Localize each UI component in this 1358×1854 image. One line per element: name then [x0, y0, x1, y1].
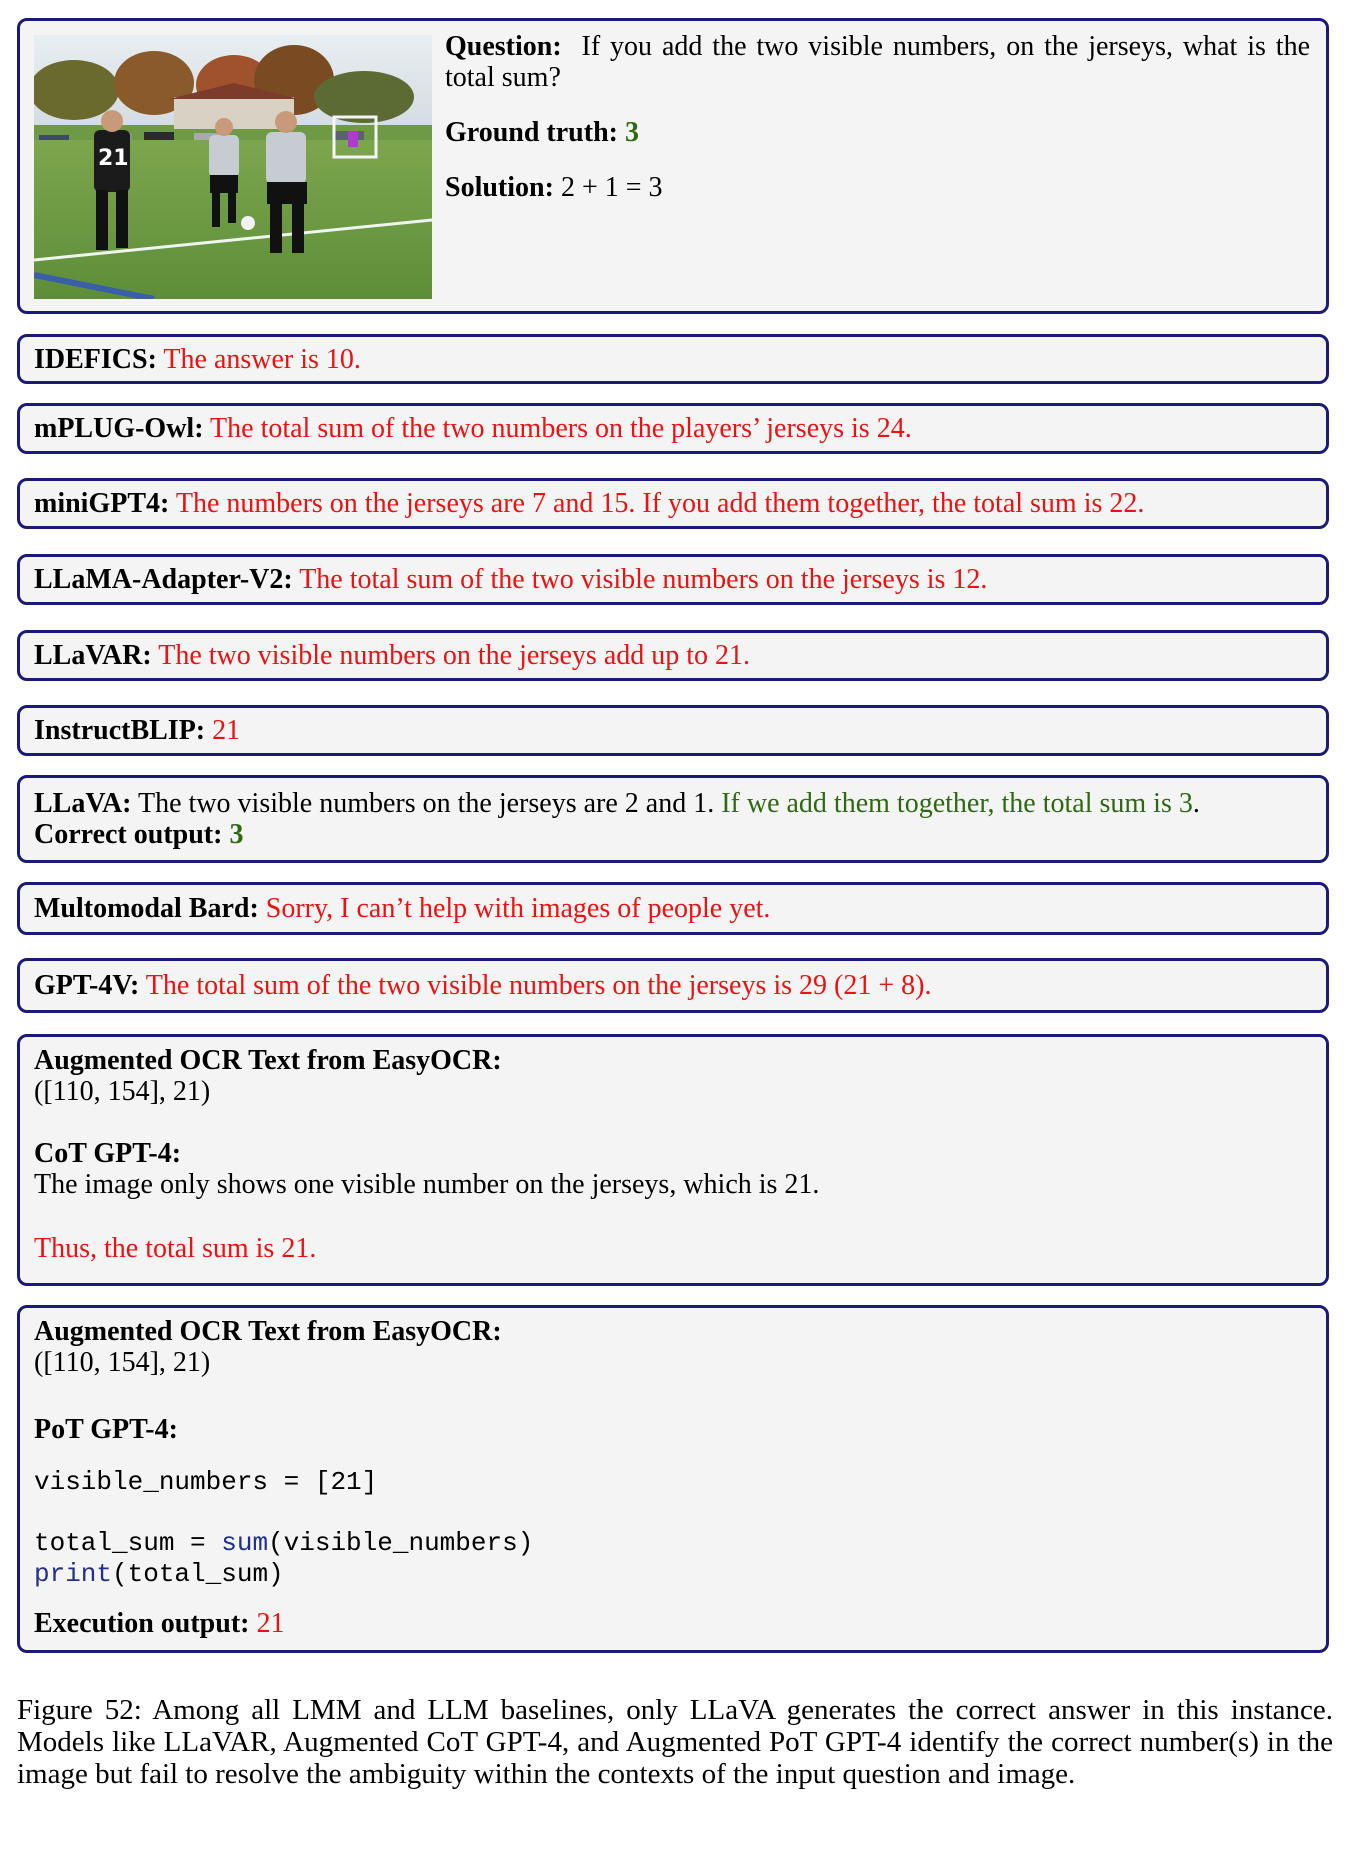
response-llava: [17, 775, 1329, 863]
cot-gpt4-box: [17, 1034, 1329, 1286]
cot-conclusion: Thus, the total sum is 21.: [34, 1233, 317, 1264]
execution-output-line: [34, 1608, 1312, 1639]
model-answer: Sorry, I can’t help with images of people yet.: [265, 893, 771, 924]
code-function-sum: sum: [221, 1528, 269, 1558]
model-answer: The two visible numbers on the jerseys add up to 21.: [158, 640, 751, 671]
question-box: [17, 18, 1329, 314]
pot-label: PoT GPT-4:: [34, 1414, 178, 1445]
llava-green-text: If we add them together, the total sum is 3: [721, 788, 1193, 819]
model-answer: The numbers on the jerseys are 7 and 15. If you add them together, the total sum is 22.: [175, 488, 1145, 519]
response-instructblip: [17, 705, 1329, 756]
model-answer: The answer is 10.: [163, 343, 361, 375]
figure-caption: Figure 52: Among all LMM and LLM baselines, only LLaVA generates the correct answer in this instance. Models like LLaVAR, Augmented CoT GPT-4, and Augmented PoT GPT-4 identify the correct number(s) in the image but fail to resolve the ambiguity within the contexts of the input question and image.: [17, 1694, 1333, 1790]
response-mplug-owl: [17, 403, 1329, 454]
ground-truth-value: 3: [624, 117, 639, 148]
model-label: IDEFICS:: [34, 343, 157, 375]
correct-output-label: Correct output:: [34, 819, 223, 850]
model-label: miniGPT4:: [34, 488, 170, 519]
llava-period: .: [1192, 788, 1200, 819]
model-label: LLaMA-Adapter-V2:: [34, 564, 293, 595]
model-label: mPLUG-Owl:: [34, 413, 204, 444]
ocr-text: ([110, 154], 21): [34, 1076, 211, 1107]
soccer-photo: [34, 35, 432, 299]
question-line: [445, 31, 1310, 93]
ocr-text: ([110, 154], 21): [34, 1347, 211, 1378]
correct-output-value: 3: [229, 819, 244, 850]
ground-truth-line: [445, 117, 1310, 148]
ocr-label: Augmented OCR Text from EasyOCR:: [34, 1316, 502, 1347]
model-label: LLaVA:: [34, 788, 132, 819]
model-label: InstructBLIP:: [34, 715, 206, 746]
model-label: LLaVAR:: [34, 640, 152, 671]
model-label: Multomodal Bard:: [34, 893, 259, 924]
response-idefics: [17, 334, 1329, 384]
ocr-label: Augmented OCR Text from EasyOCR:: [34, 1045, 502, 1076]
question-text-block: [445, 31, 1310, 203]
question-label: Question:: [445, 31, 562, 62]
model-label: GPT-4V:: [34, 970, 140, 1001]
model-answer: The total sum of the two numbers on the players’ jerseys is 24.: [210, 413, 912, 444]
code-text: total_sum =: [34, 1528, 222, 1558]
code-line-2: [34, 1528, 1312, 1559]
model-answer: The total sum of the two visible numbers on the jerseys is 12.: [299, 564, 988, 595]
response-gpt4v: [17, 958, 1329, 1013]
response-bard: [17, 882, 1329, 935]
solution-value: 2 + 1 = 3: [560, 172, 663, 203]
execution-output-value: 21: [256, 1608, 285, 1639]
question-text: If you add the two visible numbers, on the jerseys, what is the total sum?: [445, 31, 1310, 93]
response-minigpt4: [17, 478, 1329, 529]
model-answer: The total sum of the two visible numbers on the jerseys is 29 (21 + 8).: [145, 970, 932, 1001]
llava-answer-line: [34, 788, 1312, 819]
code-text: (total_sum): [112, 1559, 284, 1589]
cot-label: CoT GPT-4:: [34, 1138, 182, 1169]
llava-plain-text: The two visible numbers on the jerseys are 2 and 1.: [138, 788, 715, 819]
cot-text: The image only shows one visible number on the jerseys, which is 21.: [34, 1169, 820, 1200]
code-function-print: print: [34, 1559, 113, 1589]
soccer-photo-drawing: [34, 35, 432, 299]
model-answer: 21: [212, 715, 241, 746]
llava-correct-line: [34, 819, 1312, 850]
pot-gpt4-box: [17, 1305, 1329, 1653]
response-llavar: [17, 630, 1329, 681]
code-line-3: [34, 1559, 1312, 1590]
solution-line: [445, 172, 1310, 203]
svg-text:21: 21: [98, 146, 129, 171]
response-llama-adapter: [17, 554, 1329, 605]
code-text: (visible_numbers): [268, 1528, 534, 1558]
solution-label: Solution:: [445, 172, 554, 203]
code-line-1: visible_numbers = [21]: [34, 1467, 378, 1497]
execution-output-label: Execution output:: [34, 1608, 250, 1639]
ground-truth-label: Ground truth:: [445, 117, 618, 148]
